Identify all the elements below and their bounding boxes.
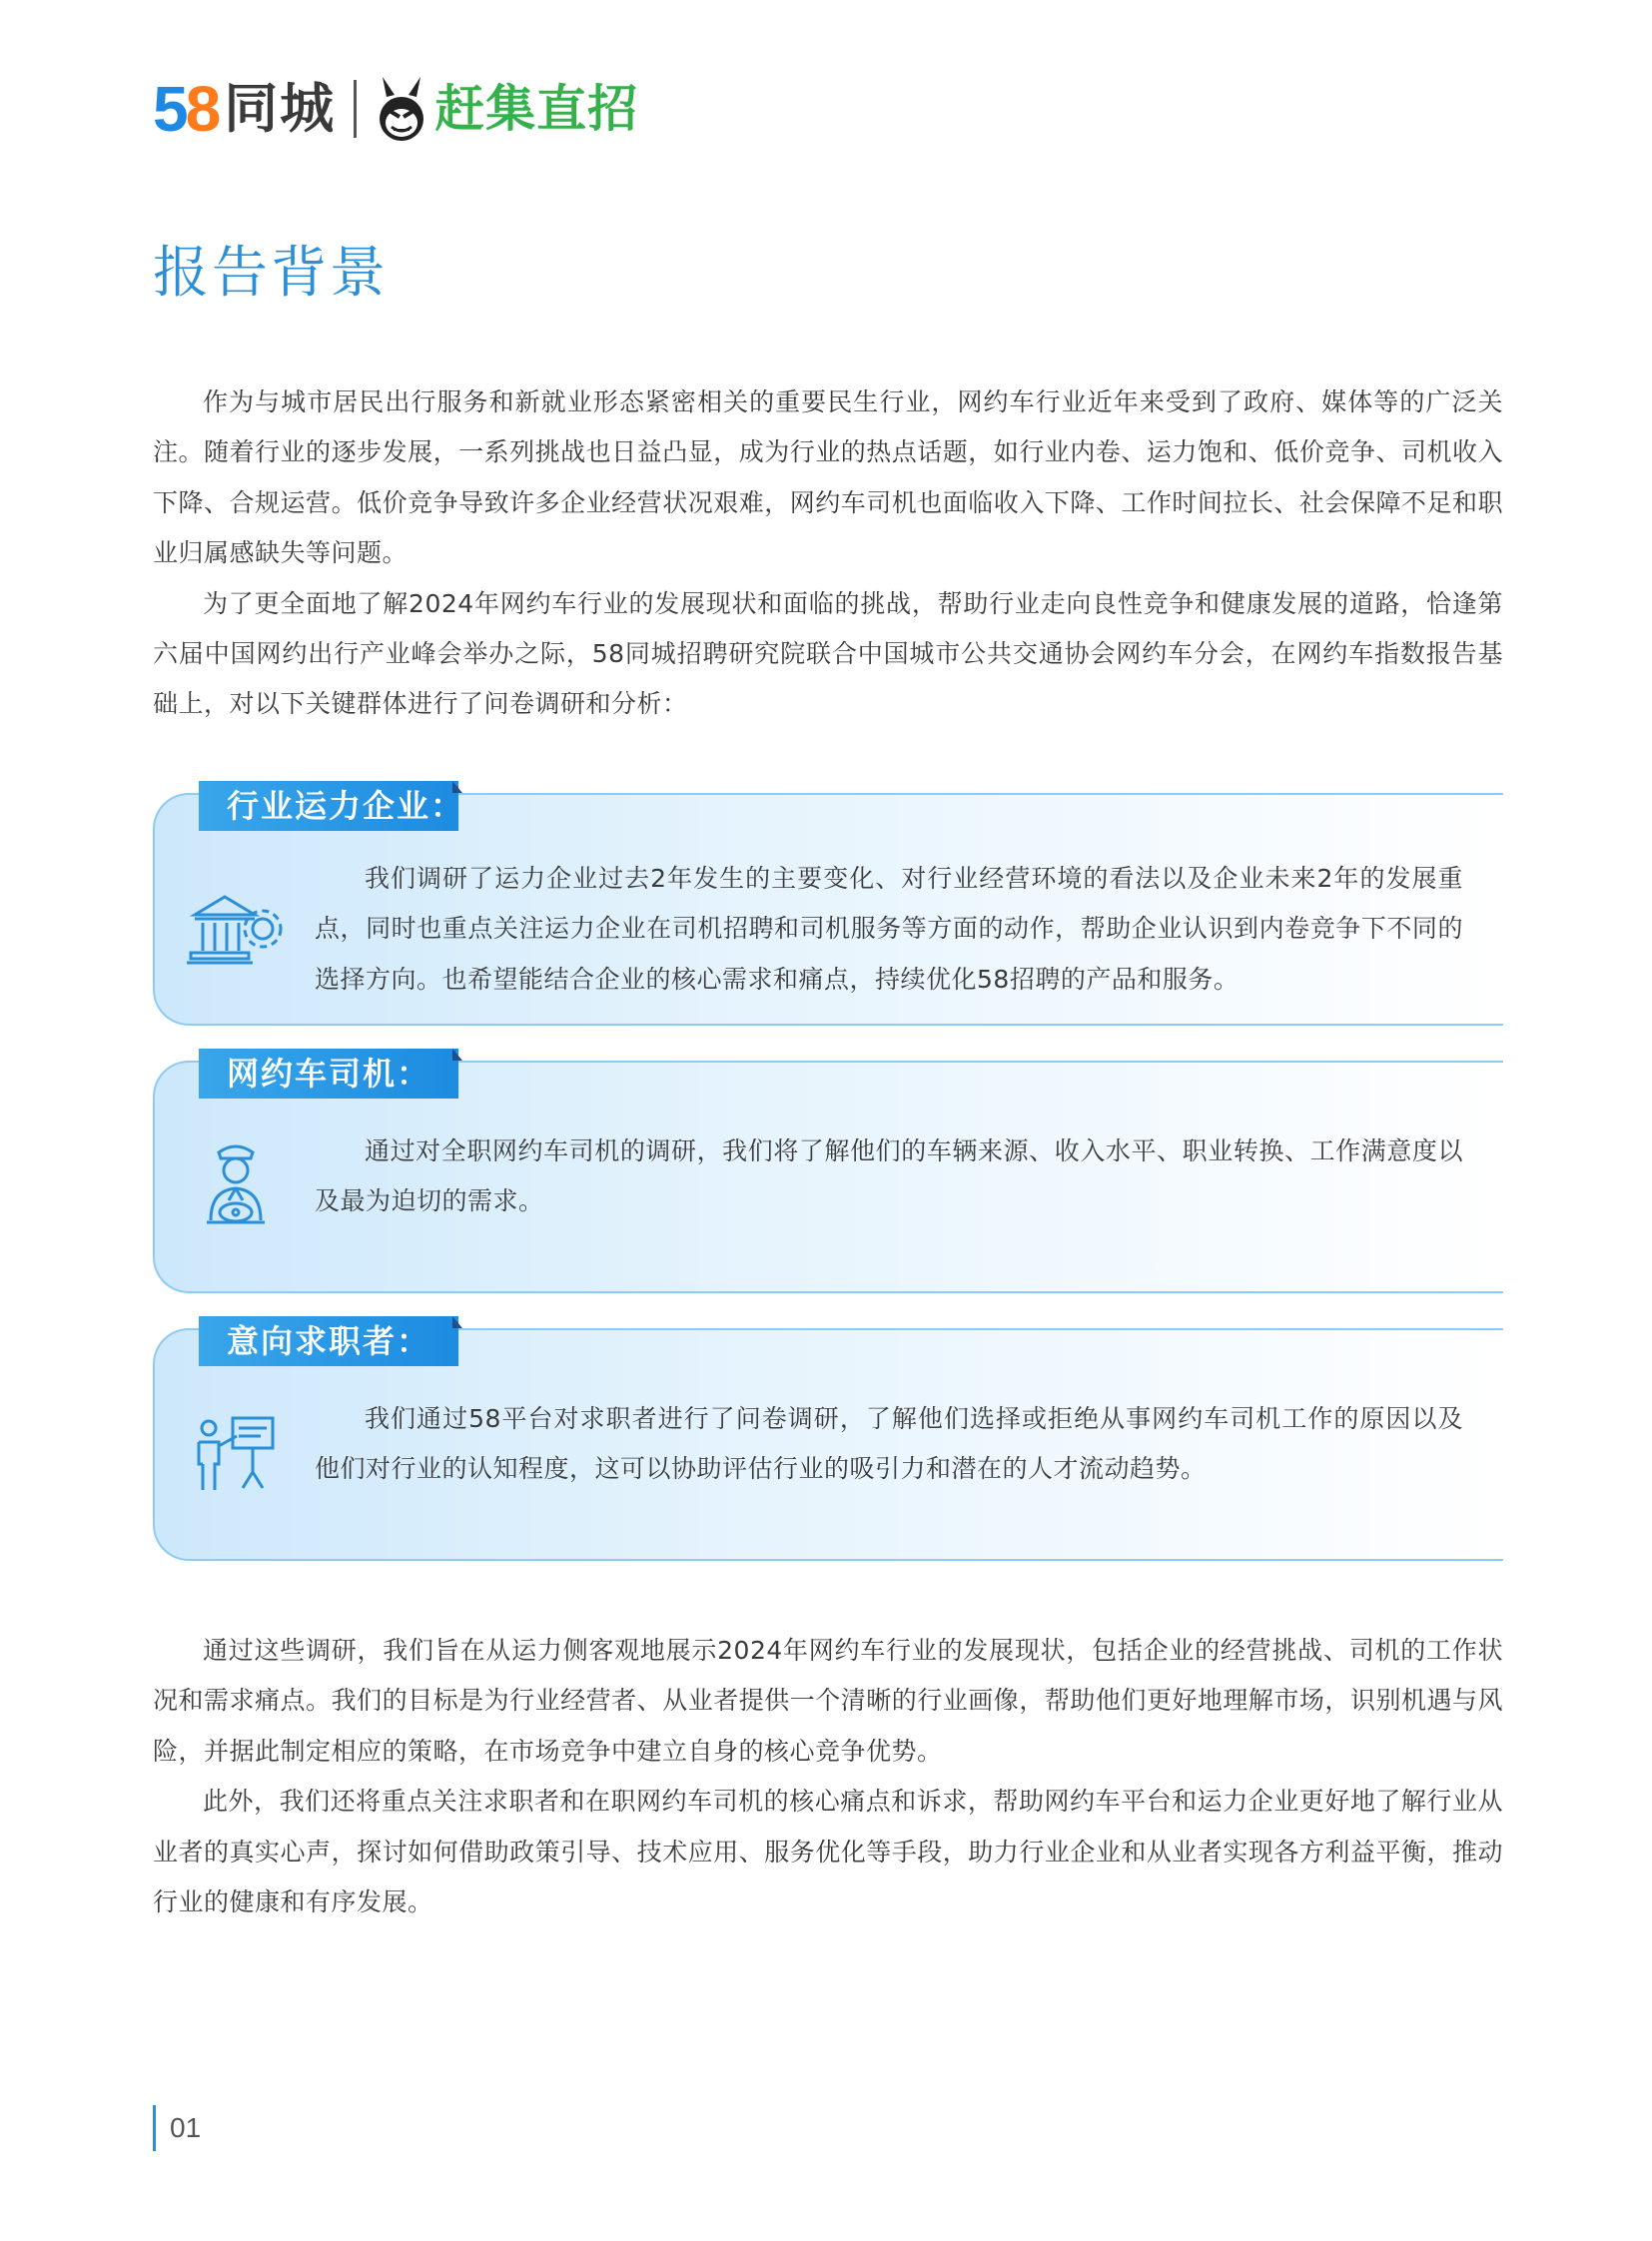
logo-digit-8: 8 (185, 73, 219, 145)
outro-paragraph: 此外，我们还将重点关注求职者和在职网约车司机的核心痛点和诉求，帮助网约车平台和运力企业更好地了解行业从业者的真实心声，探讨如何借助政策引导、技术应用、服务优化等手段，助力行业企业和从业者实现各方利益平衡，推动行业的健康和有序发展。 (153, 1787, 1503, 1917)
bank-gear-icon (181, 873, 291, 983)
logo-tongcheng: 同城 (224, 77, 337, 140)
card-text: 通过对全职网约车司机的调研，我们将了解他们的车辆来源、收入水平、职业转换、工作满意度以及最为迫切的需求。 (315, 1136, 1463, 1216)
outro-paragraph: 通过这些调研，我们旨在从运力侧客观地展示2024年网约车行业的发展现状，包括企业的经营挑战、司机的工作状况和需求痛点。我们的目标是为行业经营者、从业者提供一个清晰的行业画像，帮助他们更好地理解市场，识别机遇与风险，并据此制定相应的策略，在市场竞争中建立自身的核心竞争优势。 (153, 1636, 1503, 1766)
card-label: 意向求职者： (227, 1322, 431, 1360)
card-text: 我们通过58平台对求职者进行了问卷调研，了解他们选择或拒绝从事网约车司机工作的原因以及他们对行业的认知程度，这可以协助评估行业的吸引力和潜在的人才流动趋势。 (315, 1404, 1463, 1484)
driver-icon (181, 1130, 291, 1240)
card-tab-notch (452, 1316, 462, 1328)
logo-digit-5: 5 (153, 73, 186, 145)
card-label: 网约车司机： (227, 1055, 431, 1093)
intro-section (153, 377, 1503, 730)
card-job-seeker (153, 1322, 1503, 1561)
intro-paragraph: 作为与城市居民出行服务和新就业形态紧密相关的重要民生行业，网约车行业近年来受到了政府、媒体等的广泛关注。随着行业的逐步发展，一系列挑战也日益凸显，成为行业的热点话题，如行业内卷、运力饱和、低价竞争、司机收入下降、合规运营。低价竞争导致许多企业经营状况艰难，网约车司机也面临收入下降、工作时间拉长、社会保障不足和职业归属感缺失等问题。 (153, 387, 1503, 568)
outro-section (153, 1626, 1503, 1927)
page-title: 报告背景 (153, 241, 389, 306)
page-number: 01 (153, 2105, 201, 2151)
ganji-mascot-icon (373, 73, 430, 145)
logo-divider (354, 80, 357, 138)
presenter-icon (181, 1398, 291, 1508)
card-tab-notch (452, 1049, 462, 1061)
header-logo (153, 64, 638, 154)
intro-paragraph: 为了更全面地了解2024年网约车行业的发展现状和面临的挑战，帮助行业走向良性竞争和健康发展的道路，恰逢第六届中国网约出行产业峰会举办之际，58同城招聘研究院联合中国城市公共交通协会网约车分会，在网约车指数报告基础上，对以下关键群体进行了问卷调研和分析： (153, 588, 1503, 719)
card-text: 我们调研了运力企业过去2年发生的主要变化、对行业经营环境的看法以及企业未来2年的发展重点，同时也重点关注运力企业在司机招聘和司机服务等方面的动作，帮助企业认识到内卷竞争下不同的选择方向。也希望能结合企业的核心需求和痛点，持续优化58招聘的产品和服务。 (315, 864, 1463, 994)
card-ride-hailing-driver (153, 1055, 1503, 1293)
card-transport-enterprise (153, 787, 1503, 1026)
logo-58 (153, 73, 219, 145)
logo-ganji: 赶集直招 (434, 80, 639, 138)
card-label: 行业运力企业： (227, 787, 465, 825)
